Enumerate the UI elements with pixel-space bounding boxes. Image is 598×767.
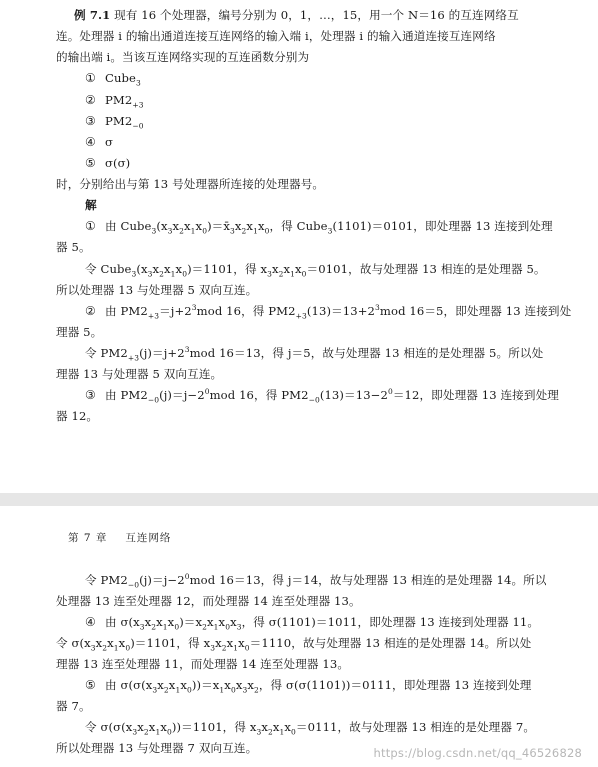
line-question	[56, 176, 324, 192]
text-run: ，得 σ(1101)＝1011，即处理器 13 连接到处理器 11。	[241, 615, 540, 629]
superscript: 3	[375, 303, 380, 313]
text-run: x	[215, 636, 222, 650]
text-run: ，得 Cube	[269, 219, 328, 233]
text-run: ＝1110，故与处理器 13 相连的是处理器 14。所以处	[249, 636, 532, 650]
text-run: 由 Cube	[105, 219, 152, 233]
line-item-2	[85, 92, 144, 108]
text-run: x	[247, 678, 254, 692]
running-header	[68, 530, 171, 545]
text-run: x	[172, 219, 180, 233]
text-run: (j)＝j−2	[159, 388, 205, 402]
line-item-5	[85, 155, 130, 171]
item-number: ②	[85, 93, 96, 107]
text-run: x	[118, 636, 126, 650]
subscript: 2	[253, 685, 259, 695]
text-run: mod 16＝5，即处理器 13 连接到处	[379, 304, 572, 318]
subscript: 1	[170, 269, 176, 279]
subscript: −0	[147, 395, 160, 405]
line-sol-5b	[56, 698, 91, 714]
text-run: (x	[136, 262, 148, 276]
text-run: σ	[105, 135, 114, 149]
text-run: 的输出端 i。当该互连网络实现的互连函数分别为	[56, 50, 310, 64]
subscript: 1	[213, 622, 219, 632]
subscript: 3	[152, 685, 158, 695]
line-sol-3d	[56, 593, 361, 609]
text-run: x	[137, 720, 144, 734]
header-title: 互连网络	[125, 532, 172, 544]
subscript: 2	[221, 643, 227, 653]
text-run: mod 16＝13，得 j＝14，故与处理器 13 相连的是处理器 14。所以	[189, 573, 547, 587]
subscript: 3	[327, 226, 333, 236]
line-item-4	[85, 134, 113, 150]
subscript: 2	[179, 226, 185, 236]
item-number: ①	[85, 71, 96, 85]
subscript: 2	[202, 622, 208, 632]
line-item-1	[85, 70, 141, 86]
text-run: 处理器 13 连至处理器 12，而处理器 14 连至处理器 13。	[56, 594, 361, 608]
subscript: 1	[155, 727, 161, 737]
text-run: 理器 13 与处理器 5 双向互连。	[56, 367, 223, 381]
subscript: 3	[230, 226, 235, 236]
item-number: ③	[85, 114, 96, 128]
subscript: 3	[132, 727, 138, 737]
subscript: 1	[190, 226, 196, 236]
text-run: x	[164, 262, 171, 276]
line-sol-4b	[56, 635, 531, 651]
subscript: 0	[291, 727, 296, 737]
subscript: 2	[241, 226, 247, 236]
line-sol-1a	[85, 218, 553, 234]
subscript: 1	[233, 643, 239, 653]
text-run: 由 σ(σ(x	[105, 678, 153, 692]
text-run: x	[235, 678, 243, 692]
text-run: ，得 σ(σ(1101))＝0111，即处理器 13 连接到处理	[258, 678, 532, 692]
text-run: x	[148, 720, 156, 734]
text-run: 时，分别给出与第 13 号处理器所连接的处理器号。	[56, 177, 325, 191]
subscript: 0	[225, 622, 231, 632]
subscript: 2	[151, 622, 157, 632]
subscript: 0	[244, 643, 250, 653]
item-number: ①	[85, 219, 96, 233]
subscript: 3	[136, 78, 141, 88]
line-sol-3b	[56, 408, 98, 424]
subscript: 1	[162, 622, 168, 632]
text-run: ＝0111，故与处理器 13 相连的是处理器 7。	[295, 720, 536, 734]
text-run: 理器 5。	[56, 325, 103, 339]
item-number: ②	[85, 304, 96, 318]
text-run: 所以处理器 13 与处理器 5 双向互连。	[56, 283, 258, 297]
subscript: 3	[256, 727, 262, 737]
line-sol-1d	[56, 282, 257, 298]
item-number: ④	[85, 135, 96, 149]
text-run: Cube	[105, 71, 137, 85]
subscript: 1	[253, 226, 258, 236]
line-example-title	[74, 7, 519, 23]
text-run: 令 σ(x	[56, 636, 91, 650]
text-run: x	[261, 720, 269, 734]
text-run: )＝x	[179, 615, 203, 629]
superscript: 0	[387, 387, 393, 397]
text-run: mod 16＝13，得 j＝5，故与处理器 13 相连的是处理器 5。所以处	[189, 346, 544, 360]
subscript: 0	[125, 643, 131, 653]
subscript: 2	[278, 269, 284, 279]
text-run: 由 PM2	[105, 304, 148, 318]
text-run: )＝1101，得 x	[130, 636, 211, 650]
text-run: PM2	[105, 114, 133, 128]
subscript: 3	[267, 269, 272, 279]
subscript: 0	[166, 727, 172, 737]
text-run: x	[184, 219, 191, 233]
subscript: 1	[175, 685, 181, 695]
subscript: 2	[159, 269, 165, 279]
text-run: x	[168, 678, 176, 692]
text-run: x	[246, 219, 254, 233]
text-run: x	[284, 720, 292, 734]
text-run: ＝j+2	[159, 304, 192, 318]
text-run: mod 16，得 PM2	[196, 304, 296, 318]
text-run: x	[283, 262, 291, 276]
line-problem-3	[56, 49, 309, 65]
line-sol-4c	[56, 656, 349, 672]
superscript: 3	[184, 345, 190, 355]
subscript: 3	[139, 622, 145, 632]
text-run: (j)＝j+2	[139, 346, 185, 360]
subscript: 0	[264, 226, 270, 236]
superscript: 3	[191, 303, 197, 313]
text-run: (13)＝13−2	[319, 388, 388, 402]
text-run: (13)＝13+2	[306, 304, 376, 318]
item-number: ⑤	[85, 678, 96, 692]
subscript: 0	[301, 269, 307, 279]
superscript: 0	[204, 387, 210, 397]
text-run: )＝1101，得 x	[187, 262, 268, 276]
item-number: ⑤	[85, 156, 96, 170]
text-run: 令 PM2	[85, 573, 128, 587]
text-run: 器 7。	[56, 699, 91, 713]
subscript: 0	[174, 622, 180, 632]
subscript: 3	[242, 685, 248, 695]
subscript: −0	[132, 121, 144, 131]
text-run: x	[218, 615, 226, 629]
text-run: 例 7.1	[74, 8, 111, 22]
subscript: 3	[151, 226, 157, 236]
line-sol-5c	[85, 719, 535, 735]
text-run: (x	[156, 219, 168, 233]
subscript: +3	[132, 100, 144, 110]
subscript: 3	[131, 269, 137, 279]
text-run: x	[295, 262, 302, 276]
text-run: x	[175, 262, 183, 276]
line-sol-2a	[85, 303, 571, 319]
subscript: −0	[308, 395, 320, 405]
text-run: x	[234, 219, 242, 233]
text-run: σ(σ)	[105, 156, 131, 170]
subscript: +3	[147, 311, 160, 321]
text-run: ＝0101，故与处理器 13 相连的是处理器 5。	[306, 262, 546, 276]
text-run: x	[230, 615, 237, 629]
text-run: )＝x̄	[207, 219, 231, 233]
subscript: 2	[163, 685, 169, 695]
text-run: 令 Cube	[85, 262, 132, 276]
subscript: 0	[230, 685, 236, 695]
subscript: 2	[143, 727, 149, 737]
item-number: ③	[85, 388, 96, 402]
subscript: 3	[236, 622, 242, 632]
header-chapter: 第 7 章	[68, 532, 108, 544]
line-problem-2	[56, 28, 496, 44]
text-run: ))＝1101，得 x	[171, 720, 257, 734]
text-run: 解	[85, 198, 97, 212]
subscript: 2	[102, 643, 108, 653]
text-run: x	[180, 678, 187, 692]
text-run: 器 5。	[56, 240, 91, 254]
text-run: 理器 13 连至处理器 11，而处理器 14 连至处理器 13。	[56, 657, 350, 671]
textbook-page-2	[0, 506, 598, 767]
watermark-url: https://blog.csdn.net/qq_46526828	[373, 746, 582, 760]
text-run: x	[257, 219, 265, 233]
text-run: x	[167, 615, 175, 629]
text-run: 由 PM2	[105, 388, 148, 402]
text-run: x	[160, 720, 167, 734]
text-run: 器 12。	[56, 409, 99, 423]
text-run: x	[224, 678, 231, 692]
text-run: x	[195, 219, 203, 233]
subscript: 3	[210, 643, 216, 653]
line-sol-3c	[85, 572, 547, 588]
text-run: x	[144, 615, 152, 629]
text-run: 令 σ(σ(x	[85, 720, 133, 734]
item-number: ④	[85, 615, 96, 629]
text-run: x	[271, 262, 279, 276]
line-sol-2d	[56, 366, 222, 382]
text-run: x	[226, 636, 234, 650]
text-run: x	[157, 678, 164, 692]
text-run: x	[95, 636, 103, 650]
text-run: mod 16，得 PM2	[209, 388, 309, 402]
superscript: 0	[184, 572, 190, 582]
text-run: ＝12，即处理器 13 连接到处理	[392, 388, 559, 402]
page-separator	[0, 493, 598, 506]
line-sol-4a	[85, 614, 539, 630]
line-sol-5d	[56, 740, 257, 756]
line-solution-heading	[85, 197, 97, 213]
text-run: x	[152, 262, 160, 276]
line-sol-2c	[85, 345, 543, 361]
text-run: (1101)＝0101，即处理器 13 连接到处理	[332, 219, 553, 233]
text-run: PM2	[105, 93, 133, 107]
line-sol-1c	[85, 261, 546, 277]
subscript: 3	[147, 269, 153, 279]
subscript: 2	[268, 727, 273, 737]
subscript: 0	[202, 226, 208, 236]
subscript: +3	[127, 353, 140, 363]
text-run: x	[238, 636, 245, 650]
subscript: 1	[290, 269, 296, 279]
text-run: x	[272, 720, 280, 734]
text-run: 由 σ(x	[105, 615, 140, 629]
subscript: 1	[219, 685, 225, 695]
subscript: 3	[167, 226, 173, 236]
text-run: 令 PM2	[85, 346, 128, 360]
line-sol-2b	[56, 324, 102, 340]
text-run: (j)＝j−2	[139, 573, 185, 587]
text-run: 连。处理器 i 的输出通道连接互连网络的输入端 i，处理器 i 的输入通道连接互连网络	[56, 29, 496, 43]
line-sol-3a	[85, 387, 559, 403]
subscript: 1	[113, 643, 119, 653]
text-run: x	[207, 615, 214, 629]
subscript: 3	[90, 643, 96, 653]
text-run: 现有 16 个处理器，编号分别为 0，1，…，15，用一个 N＝16 的互连网络互	[110, 8, 519, 22]
subscript: 0	[182, 269, 188, 279]
line-sol-1b	[56, 239, 91, 255]
text-run: x	[107, 636, 114, 650]
line-sol-5a	[85, 677, 532, 693]
subscript: −0	[127, 580, 140, 590]
line-item-3	[85, 113, 144, 129]
subscript: +3	[295, 311, 307, 321]
subscript: 0	[186, 685, 192, 695]
text-run: 所以处理器 13 与处理器 7 双向互连。	[56, 741, 258, 755]
subscript: 1	[279, 727, 285, 737]
text-run: x	[156, 615, 163, 629]
text-run: ))＝x	[191, 678, 220, 692]
